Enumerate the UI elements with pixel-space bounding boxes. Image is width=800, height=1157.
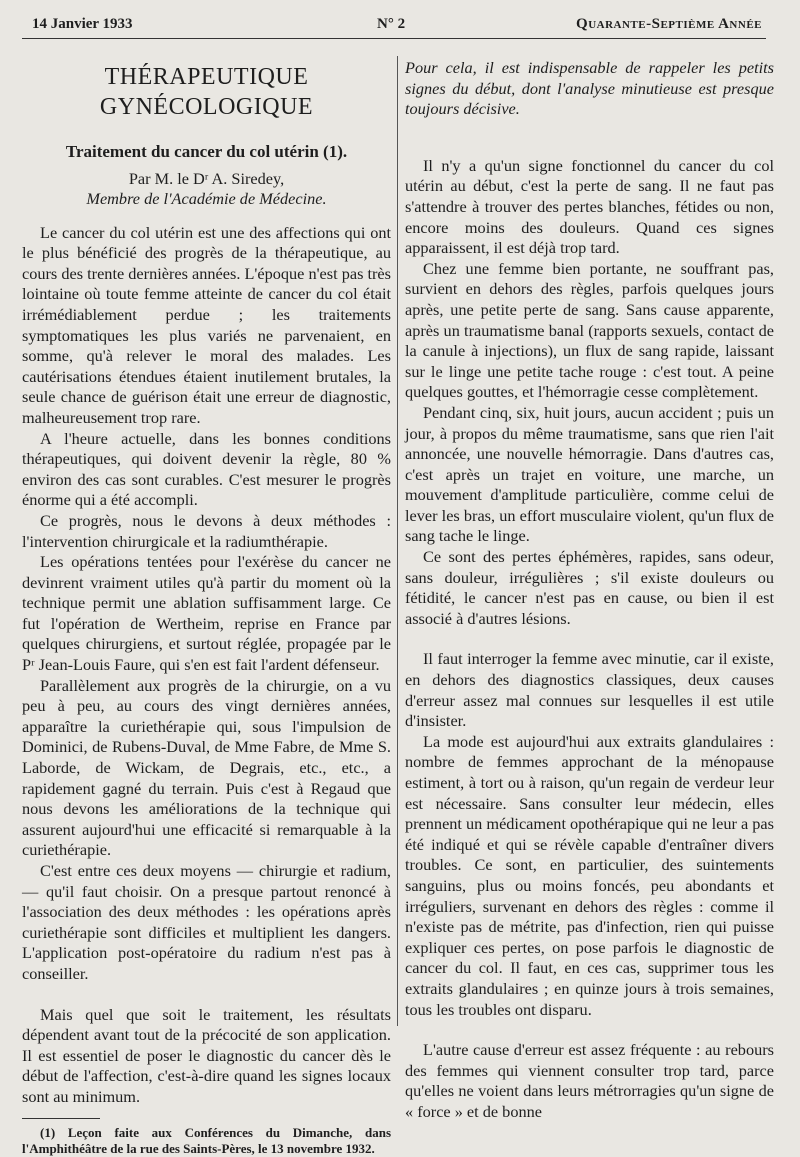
article-section-title: THÉRAPEUTIQUE GYNÉCOLOGIQUE [99, 64, 314, 120]
right-column [405, 58, 774, 1123]
paragraph: C'est entre ces deux moyens — chirurgie et radium, — qu'il faut choisir. On a presque partout renoncé à l'association des deux méthodes : les opérations après curiethérapie sont difficiles et multiplient les dangers. L'application post-opératoire du radium n'est pas à conseiller. [22, 861, 391, 983]
paragraph: Mais quel que soit le traitement, les résultats dépendent avant tout de la précocité de son application. Il est essentiel de poser le diagnostic du cancer dès le début de l'affection, c'est-à-dire quand les signes locaux sont au minimum. [22, 1004, 391, 1106]
publication-year: Quarante-Septième Année [576, 16, 762, 32]
paragraph: Parallèlement aux progrès de la chirurgie, on a vu peu à peu, au cours des vingt dernières années, apparaître la curiethérapie qui, sous l'impulsion de Dominici, de Rubens-Duval, de Mme Fabre, de Mme S. Laborde, de Wickam, de Degrais, etc., etc., a rapidement gagné du terrain. Puis c'est à Regaud que nous devons les améliorations de la technique qui assurent aujourd'hui une efficacité si remarquable à la curiethérapie. [22, 675, 391, 860]
paragraph: Il faut interroger la femme avec minutie, car il existe, en dehors des diagnostics classiques, deux causes d'erreur assez mal connues sur lesquelles il est utile d'insister. [405, 649, 774, 731]
paragraph: Le cancer du col utérin est une des affections qui ont le plus bénéficié des progrès de la thérapeutique, au cours des trente dernières années. L'époque n'est pas très lointaine où toute femme atteinte de cancer du col était irrémédiablement perdue ; les traitements symptomatiques les plus variés ne parvenaient, en somme, qu'à relever le moral des malades. Les cautérisations étendues étaient inutilement brutales, la seule chance de guérison était une erreur de diagnostic, malheureusement trop rare. [22, 222, 391, 427]
paragraph: Chez une femme bien portante, ne souffrant pas, survient en dehors des règles, parfois quelques jours après, une petite perte de sang. Sans cause apparente, après un traumatisme banal (rapports sexuels, contact de la canule à injections), un flux de sang rapide, laissant sur le linge une petite tache rouge : c'est tout. A peine quelques gouttes, et l'hémorragie cesse complètement. [405, 258, 774, 402]
paragraph: Il n'y a qu'un signe fonctionnel du cancer du col utérin au début, c'est la perte de sang. Il ne faut pas s'attendre à trouver des pertes blanches, fétides ou non, encore moins des douleurs. Quand ces signes apparaissent, il est déjà trop tard. [405, 155, 774, 258]
issue-number: N° 2 [377, 16, 406, 32]
left-column [22, 62, 391, 1157]
footnote-divider [22, 1118, 100, 1119]
paragraph: Ce sont des pertes éphémères, rapides, sans odeur, sans douleur, irrégulières ; s'il existe douleurs ou fétidité, le cancer n'est pas en cause, ou bien il est associé à d'autres lésions. [405, 547, 774, 628]
page-header [32, 14, 762, 38]
footnote: (1) Leçon faite aux Conférences du Dimanche, dans l'Amphithéâtre de la rue des Saints-Pères, le 13 novembre 1932. [22, 1124, 391, 1156]
paragraph: A l'heure actuelle, dans les bonnes conditions thérapeutiques, qui doivent devenir la règle, 80 % environ des cas sont curables. C'est mesurer le progrès énorme qui a été accompli. [22, 428, 391, 510]
column-divider [397, 56, 398, 1026]
header-divider [22, 38, 766, 39]
paragraph: Pendant cinq, six, huit jours, aucun accident ; puis un jour, à propos du même traumatisme, sans que rien l'ait annoncée, une nouvelle hémorragie. Dans d'autres cas, c'est après un trajet en voiture, une marche, un mouvement d'amplitude particulière, comme celui de lever les bras, un effort musculaire violent, qu'un flux de sang tache le linge. [405, 402, 774, 546]
paragraph: Les opérations tentées pour l'exérèse du cancer ne devinrent vraiment utiles qu'à partir du moment où la technique permit une ablation suffisamment large. Ce fut l'opération de Wertheim, reprise en France par quelques chirurgiens, et surtout réglée, propagée par le Pʳ Jean-Louis Faure, qui s'en est fait l'ardent défenseur. [22, 552, 391, 675]
paragraph: Pour cela, il est indispensable de rappeler les petits signes du début, dont l'analyse minutieuse est presque toujours décisive. [405, 58, 774, 119]
author-line: Par M. le Dʳ A. Siredey, [128, 168, 285, 188]
paragraph: L'autre cause d'erreur est assez fréquente : au rebours des femmes qui viennent consulter trop tard, parce qu'elles ne voient dans leurs métrorragies qu'un signe de « force » et de bonne [405, 1040, 774, 1121]
paragraph: Ce progrès, nous le devons à deux méthodes : l'intervention chirurgicale et la radiumthérapie. [22, 510, 391, 551]
issue-date: 14 Janvier 1933 [32, 16, 133, 32]
author-role: Membre de l'Académie de Médecine. [86, 188, 327, 208]
article-title: Traitement du cancer du col utérin (1). [65, 142, 348, 161]
paragraph: La mode est aujourd'hui aux extraits glandulaires : nombre de femmes approchant de la ménopause estiment, à tort ou à raison, qu'un regain de verdeur leur est nécessaire. Sans consulter leur médecin, elles prennent un médicament opothérapique qui ne leur a pas été indiqué et qui se révèle capable d'entraîner divers troubles. Ce sont, en particulier, des suintements sanguins, plus ou moins foncés, peu abondants et irréguliers, survenant en dehors des règles : comme il n'existe pas de métrite, pas d'infection, rien qui puisse expliquer ces pertes, on pose parfois le diagnostic de cancer du col. Il faut, en ces cas, supprimer tous les extraits glandulaires ; en quinze jours à trois semaines, tous les troubles ont disparu. [405, 731, 774, 1019]
